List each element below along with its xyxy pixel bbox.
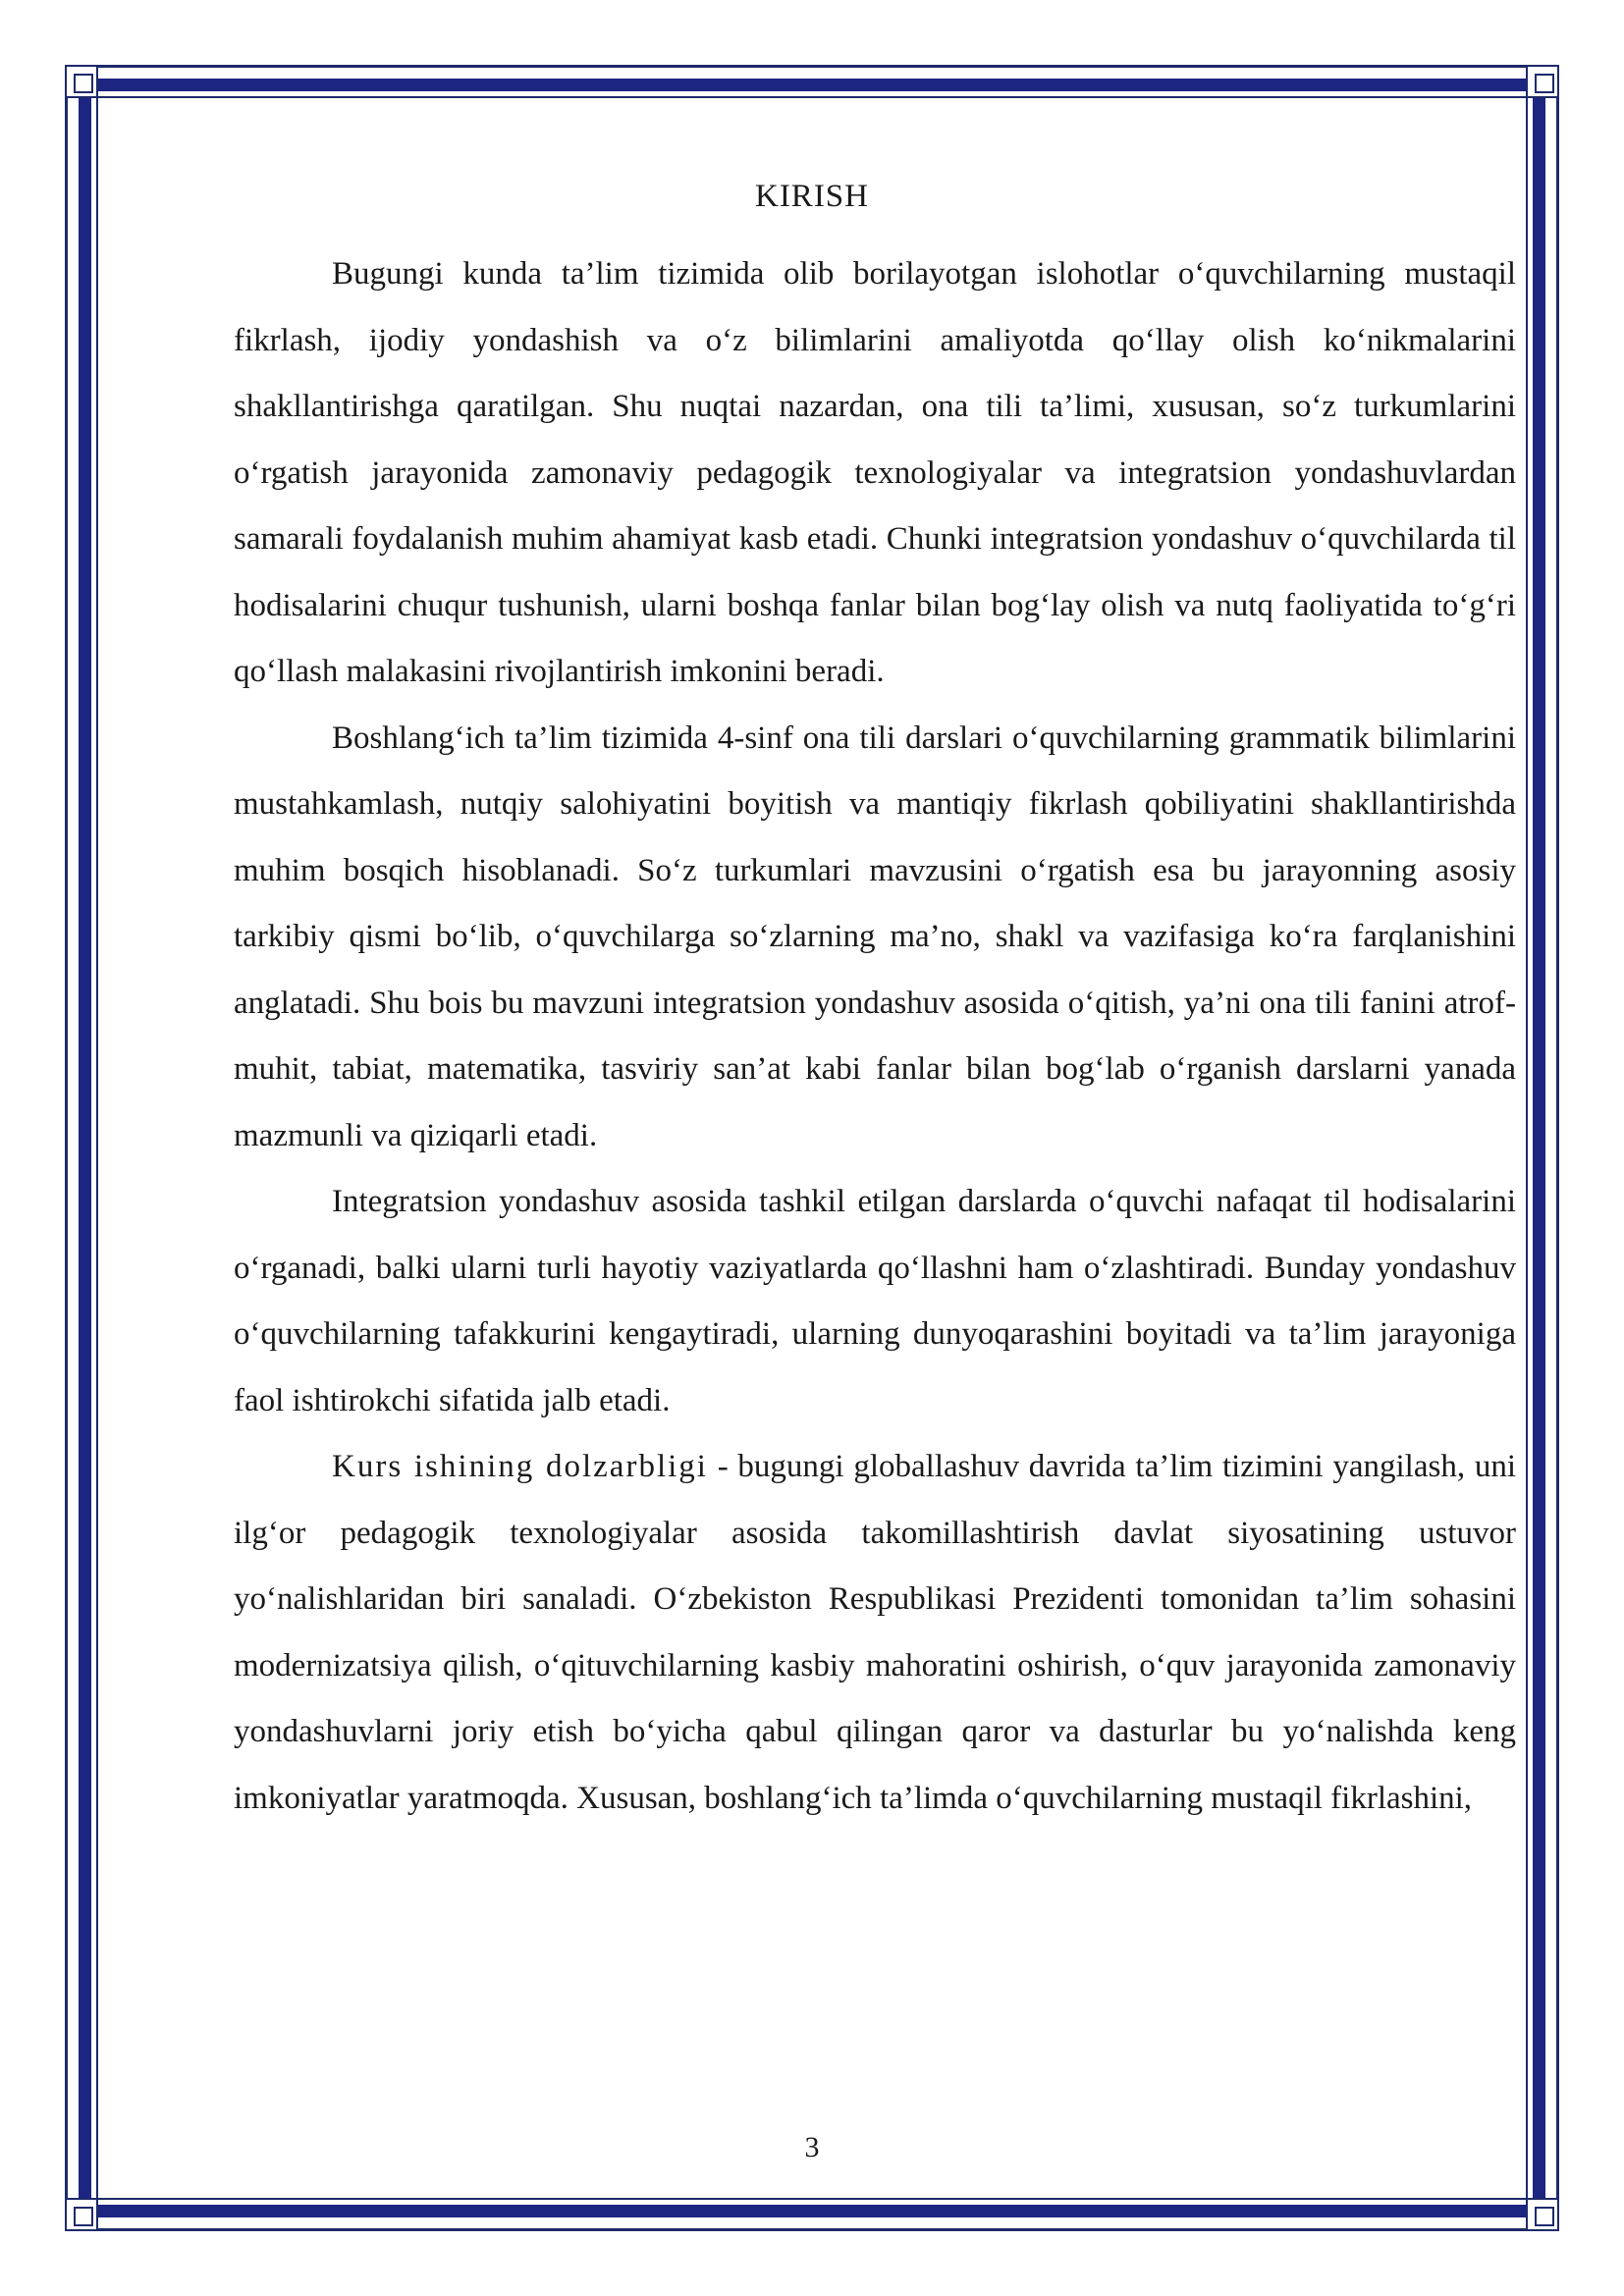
paragraph: Bugungi kunda ta’lim tizimida olib borilayotgan islohotlar o‘quvchilarning mustaqil fikrlash, ijodiy yondashish va o‘z bilimlarini amaliyotda qo‘llay olish ko‘nikmalarini shakllantirishga qaratilgan. Shu nuqtai nazardan, ona tili ta’limi, xususan, so‘z turkumlarini o‘rgatish jarayonida zamonaviy pedagogik texnologiyalar va integratsion yondashuvlardan samarali foydalanish muhim ahamiyat kasb etadi. Chunki integratsion yondashuv o‘quvchilarda til hodisalarini chuqur tushunish, ularni boshqa fanlar bilan bog‘lay olish va nutq faoliyatida to‘g‘ri qo‘llash malakasini rivojlantirish imkonini beradi.: [234, 256, 1516, 689]
relevance-term: Kurs ishining dolzarbligi: [332, 1449, 708, 1484]
document-body: [234, 241, 1516, 1832]
relevance-text: - bugungi globallashuv davrida ta’lim tizimini yangilash, uni ilg‘or pedagogik texnologiyalar asosida takomillashtirish davlat siyosatining ustuvor yo‘nalishlaridan biri sanaladi. O‘zbekiston Respublikasi Prezidenti tomonidan ta’lim sohasini modernizatsiya qilish, o‘qituvchilarning kasbiy mahoratini oshirish, o‘quv jarayonida zamonaviy yondashuvlarni joriy etish bo‘yicha qabul qilingan qaror va dasturlar bu yo‘nalishda keng imkoniyatlar yaratmoqda. Xususan, boshlang‘ich ta’limda o‘quvchilarning mustaqil fikrlashini,: [234, 1449, 1516, 1816]
page-number: 3: [804, 2131, 820, 2163]
frame-corner-ornament: [65, 2198, 98, 2231]
section-heading: KIRISH: [754, 179, 869, 214]
frame-corner-ornament: [65, 65, 98, 98]
frame-corner-ornament: [1526, 65, 1559, 98]
paragraph: Boshlang‘ich ta’lim tizimida 4-sinf ona tili darslari o‘quvchilarning grammatik bilimlarini mustahkamlash, nutqiy salohiyatini boyitish va mantiqiy fikrlash qobiliyatini shakllantirishda muhim bosqich hisoblanadi. So‘z turkumlari mavzusini o‘rgatish esa bu jarayonning asosiy tarkibiy qismi bo‘lib, o‘quvchilarga so‘zlarning ma’no, shakl va vazifasiga ko‘ra farqlanishini anglatadi. Shu bois bu mavzuni integratsion yondashuv asosida o‘qitish, ya’ni ona tili fanini atrof-muhit, tabiat, matematika, tasviriy san’at kabi fanlar bilan bog‘lab o‘rganish darslarni yanada mazmunli va qiziqarli etadi.: [234, 720, 1516, 1153]
frame-corner-ornament: [1526, 2198, 1559, 2231]
paragraph: [234, 1434, 1516, 1832]
paragraph: Integratsion yondashuv asosida tashkil etilgan darslarda o‘quvchi nafaqat til hodisalarini o‘rganadi, balki ularni turli hayotiy vaziyatlarda qo‘llashni ham o‘zlashtiradi. Bunday yondashuv o‘quvchilarning tafakkurini kengaytiradi, ularning dunyoqarashini boyitadi va ta’lim jarayoniga faol ishtirokchi sifatida jalb etadi.: [234, 1184, 1516, 1418]
